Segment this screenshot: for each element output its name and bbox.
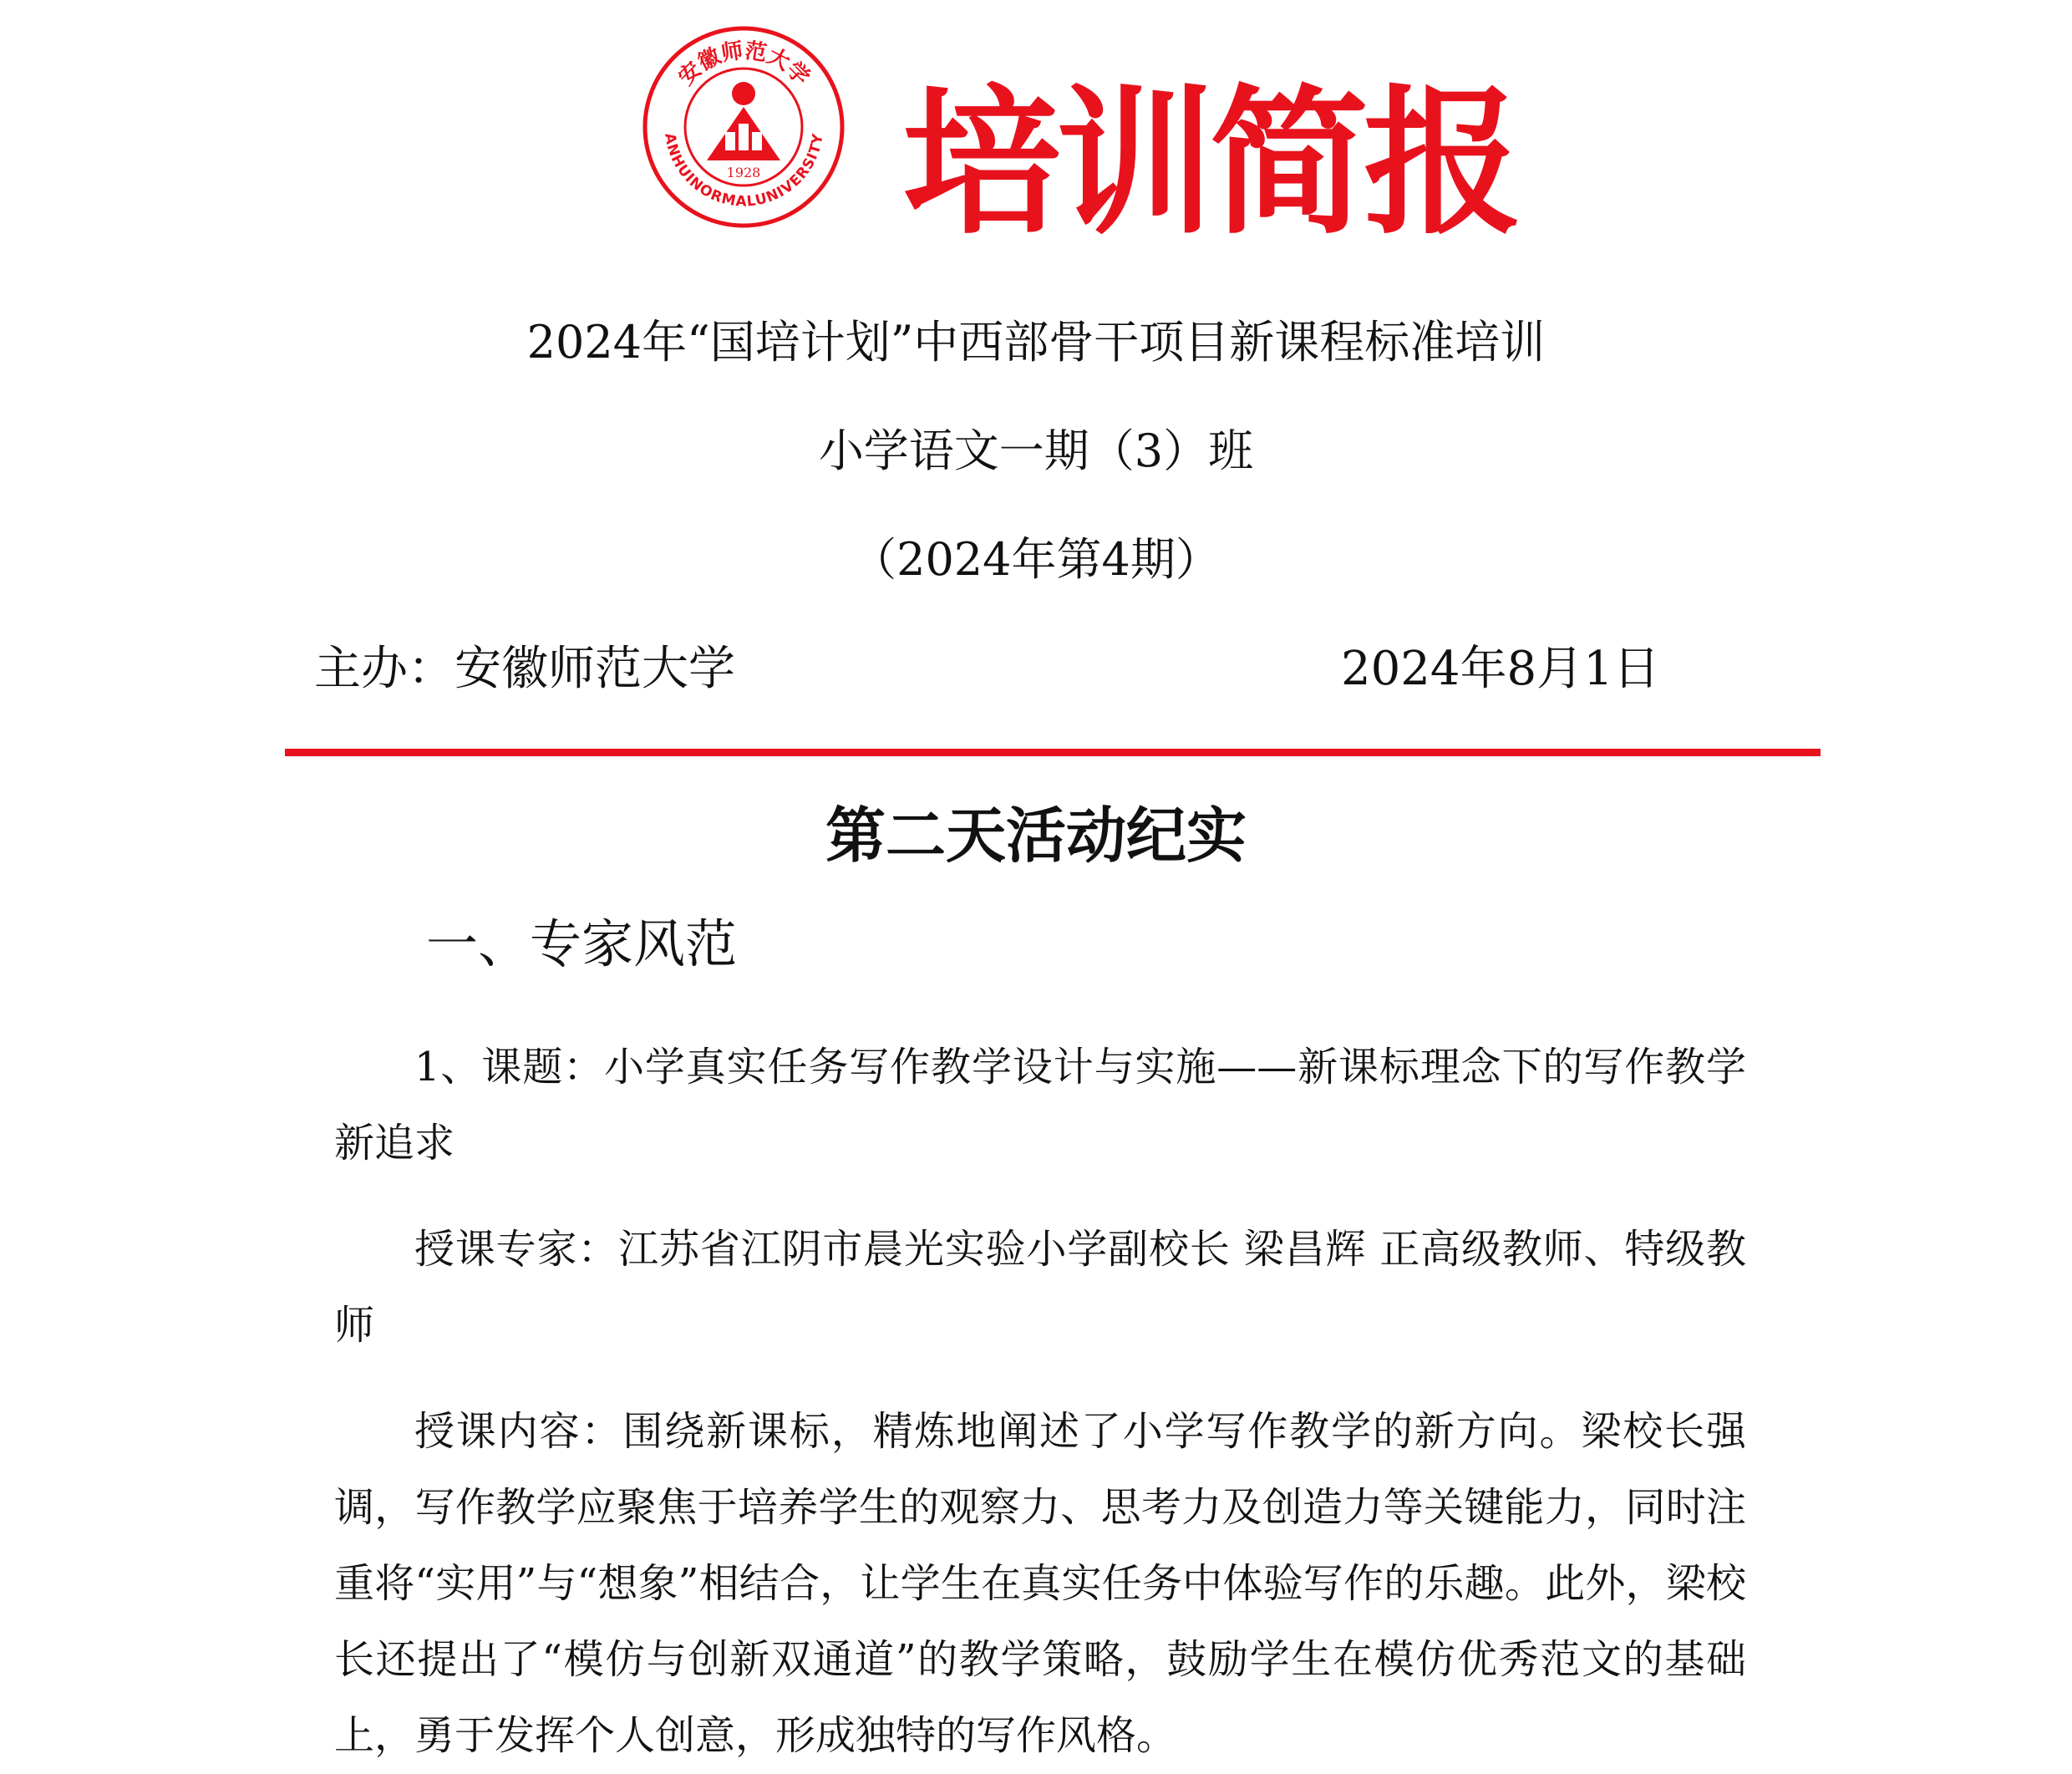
publish-date: 2024年8月1日: [1341, 642, 1660, 696]
seal-year: 1928: [726, 165, 761, 180]
seal-arc-text-top: 安徽师范大学: [673, 38, 815, 91]
university-seal-logo: [642, 25, 846, 230]
red-divider-rule: [285, 749, 1821, 756]
heading-expert-style: 一、专家风范: [426, 913, 738, 974]
project-title: 2024年“国培计划”中西部骨干项目新课程标准培训: [526, 316, 1546, 369]
paragraph-content: 授课内容：围绕新课标，精炼地阐述了小学写作教学的新方向。梁校长强调，写作教学应聚焦于培养学生的观察力、思考力及创造力等关键能力，同时注重将“实用”与“想象”相结合，让学生在真实任务中体验写作的乐趣。此外，梁校长还提出了“模仿与创新双通道”的教学策略，鼓励学生在模仿优秀范文的基础上，勇于发挥个人创意，形成独特的写作风格。: [334, 1408, 1746, 1759]
paragraph-topic: 1、课题：小学真实任务写作教学设计与实施——新课标理念下的写作教学新追求: [334, 1044, 1746, 1167]
masthead-title: 培训简报: [902, 69, 1518, 256]
class-name: 小学语文一期（3）班: [818, 424, 1254, 477]
seal-arc-text-bottom: ANHUINORMALUNIVERSITY: [661, 131, 827, 211]
section-title: 第二天活动纪实: [825, 801, 1247, 871]
issue-number: （2024年第4期）: [851, 533, 1221, 586]
host-organization: 主办：安徽师范大学: [314, 642, 735, 696]
seal-figure-head: [732, 82, 755, 105]
paragraph-expert: 授课专家：江苏省江阴市晨光实验小学副校长 梁昌辉 正高级教师、特级教师: [334, 1226, 1746, 1349]
